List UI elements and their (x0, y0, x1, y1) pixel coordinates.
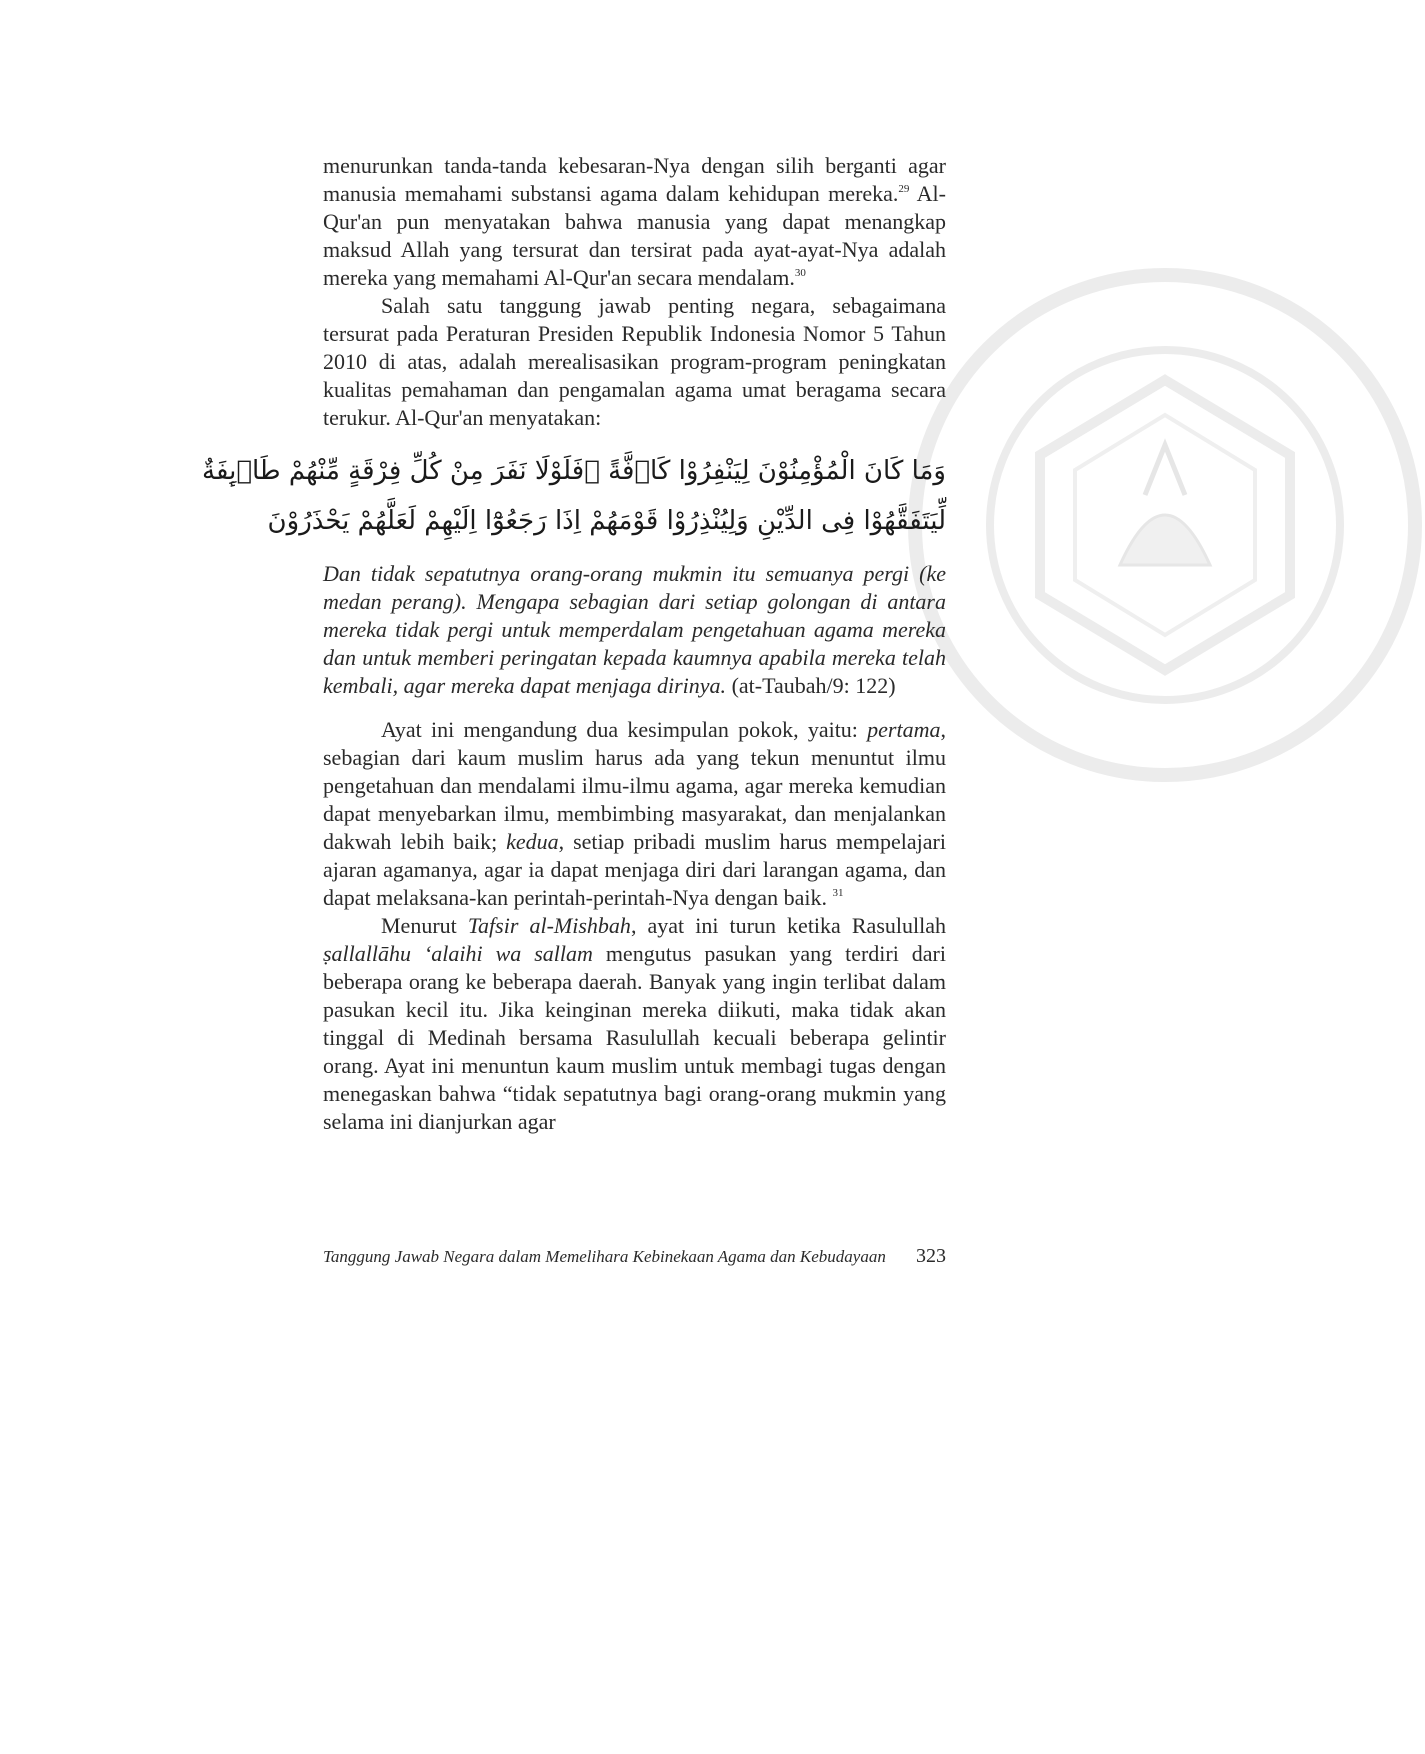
term-pertama: pertama (867, 717, 941, 742)
footnote-ref-30[interactable]: 30 (794, 267, 806, 279)
quran-verse (202, 446, 946, 546)
page-body (202, 152, 946, 1136)
verse-reference: (at-Taubah/9: 122) (726, 673, 896, 698)
paragraph-3 (323, 716, 946, 912)
verse-line-2: لِّيَتَفَقَّهُوْا فِى الدِّيْنِ وَلِيُنْذِرُوْا قَوْمَهُمْ اِذَا رَجَعُوْٓا اِلَيْهِمْ لَعَلَّهُمْ يَحْذَرُوْنَ (267, 506, 946, 536)
paragraph-3-text: Ayat ini mengandung dua kesimpulan pokok, yaitu: (381, 717, 868, 742)
salawat-phrase: ṣallallāhu ‘alaihi wa sallam (323, 941, 593, 966)
paragraph-4-text: Menurut (381, 913, 468, 938)
paragraph-1-text-cont: Al-Qur'an pun menyatakan bahwa manusia yang dapat menangkap maksud Allah yang tersurat dan tersirat pada ayat-ayat-Nya adalah mereka yang memahami Al-Qur'an secara mendalam. (323, 181, 946, 290)
paragraph-1-text: menurunkan tanda-tanda kebesaran-Nya dengan silih berganti agar manusia memahami substansi agama dalam kehidupan mereka. (323, 153, 946, 206)
footnote-ref-29[interactable]: 29 (898, 183, 910, 195)
page-footer (323, 1245, 946, 1268)
verse-translation (323, 560, 946, 700)
footnote-ref-31[interactable]: 31 (832, 887, 844, 899)
verse-line-1: وَمَا كَانَ الْمُؤْمِنُوْنَ لِيَنْفِرُوْا كَاۤفَّةً ۗفَلَوْلَا نَفَرَ مِنْ كُلِّ فِرْقَةٍ مِّنْهُمْ طَاۤىِٕفَةٌ (202, 456, 946, 486)
term-kedua: kedua (506, 829, 559, 854)
paragraph-4 (323, 912, 946, 1136)
page-number: 323 (916, 1245, 946, 1267)
translation-text: Dan tidak sepatutnya orang-orang mukmin itu semuanya pergi (ke medan perang). Mengapa sebagian dari setiap golongan di antara mereka tidak pergi untuk memperdalam pengetahuan agama mereka dan untuk memberi peringatan kepada kaumnya apabila mereka telah kembali, agar mereka dapat menjaga dirinya. (323, 561, 946, 698)
paragraph-2: Salah satu tanggung jawab penting negara, sebagaimana tersurat pada Peraturan Presiden Republik Indonesia Nomor 5 Tahun 2010 di atas, adalah merealisasikan program-program peningkatan kualitas pemahaman dan pengamalan agama umat beragama secara terukur. Al-Qur'an menyatakan: (323, 293, 946, 430)
paragraph-4-text-cont: , ayat ini turun ketika Rasulullah (630, 913, 946, 938)
paragraph-3-text-cont: , sebagian dari kaum muslim harus ada yang tekun menuntut ilmu pengetahuan dan mendalami ilmu-ilmu agama, agar mereka kemudian dapat menyebarkan ilmu, membimbing masyarakat, dan menjalankan dakwah lebih baik; (323, 717, 946, 854)
paragraph-1 (323, 152, 946, 292)
paragraph-3-text-end: , setiap pribadi muslim harus mempelajari ajaran agamanya, agar ia dapat menjaga diri dari larangan agama, dan dapat melaksana-kan perintah-perintah-Nya dengan baik. (323, 829, 946, 910)
watermark-seal (905, 265, 1425, 785)
paragraph-4-text-end: mengutus pasukan yang terdiri dari beberapa orang ke beberapa daerah. Banyak yang ingin terlibat dalam pasukan kecil itu. Jika keinginan mereka diikuti, maka tidak akan tinggal di Medinah bersama Rasulullah kecuali beberapa gelintir orang. Ayat ini menuntun kaum muslim untuk membagi tugas dengan menegaskan bahwa “tidak sepatutnya bagi orang-orang mukmin yang selama ini dianjurkan agar (323, 941, 946, 1134)
tafsir-title: Tafsir al-Mishbah (467, 913, 631, 938)
running-title: Tanggung Jawab Negara dalam Memelihara Kebinekaan Agama dan Kebudayaan (323, 1247, 886, 1266)
